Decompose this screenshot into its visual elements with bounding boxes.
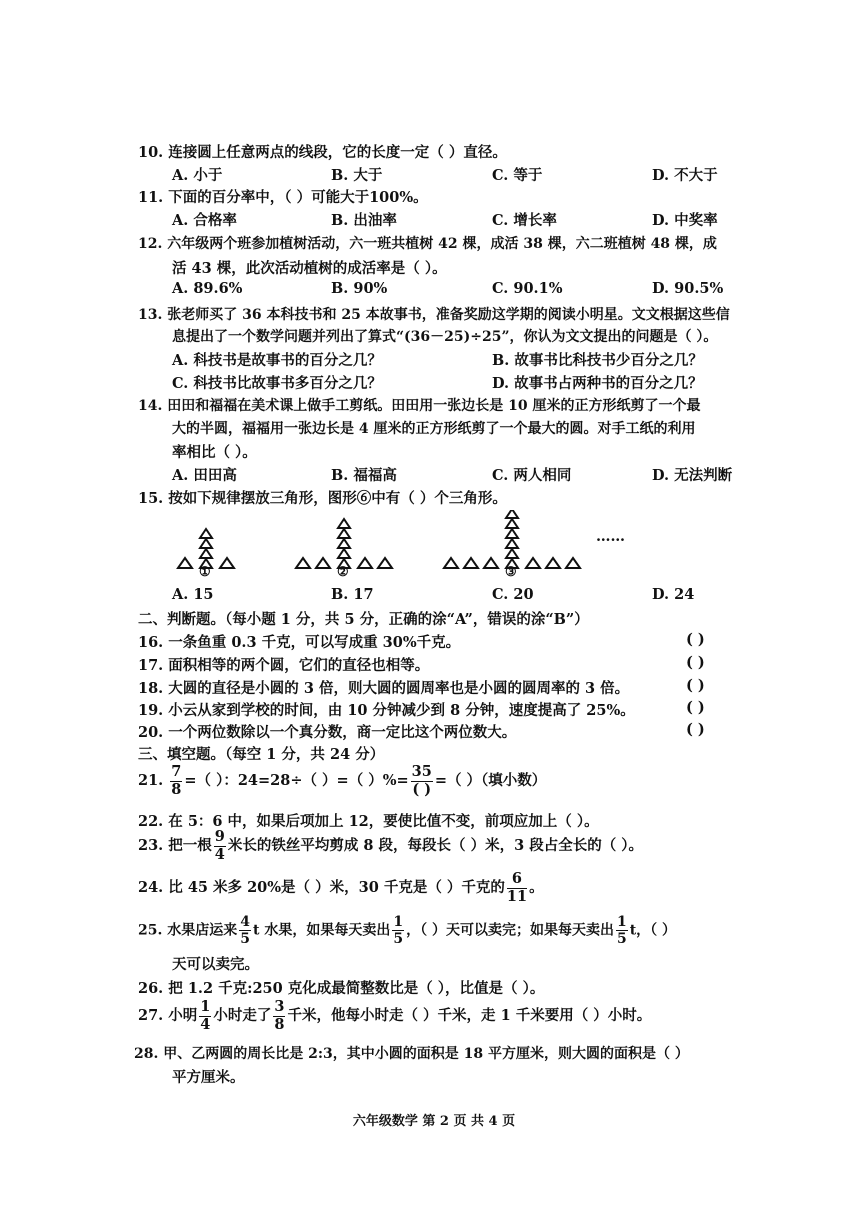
fraction-1-5-b: $\frac{1}{5}$	[616, 914, 627, 947]
question-10: 10. 连接圆上任意两点的线段，它的长度一定（ ）直径。	[138, 144, 507, 161]
figure-ellipsis: ……	[596, 528, 625, 545]
judge-bracket-18: ( )	[686, 677, 705, 694]
judge-item-18: 18. 大圆的直径是小圆的 3 倍，则大圆的圆周率也是小圆的圆周率的 3 倍。	[138, 680, 630, 697]
q13-option-d: D. 故事书占两种书的百分之几？	[492, 375, 703, 392]
q11-option-b: B. 出油率	[331, 212, 397, 229]
figure-label-2: ②	[337, 565, 349, 580]
judge-item-16: 16. 一条鱼重 0.3 千克，可以写成重 30%千克。	[138, 634, 461, 651]
fill-question-26: 26. 把 1.2 千克:250 克化成最简整数比是（ ），比值是（ ）。	[138, 980, 545, 997]
figure-label-1: ①	[199, 565, 211, 580]
fill-question-27: 27. 小明 $\frac{1}{4}$ 小时走了 $\frac{3}{8}$ 千米，他每小时走（ ）千米，走 1 千米要用（ ）小时。	[138, 998, 652, 1033]
judge-item-20: 20. 一个两位数除以一个真分数，商一定比这个两位数大。	[138, 724, 517, 741]
judge-bracket-16: ( )	[686, 631, 705, 648]
fraction-7-8: $\frac{7}{8}$	[171, 763, 182, 798]
q15-option-c: C. 20	[492, 586, 534, 603]
fill-question-23: 23. 把一根 $\frac{9}{4}$ 米长的铁丝平均剪成 8 段，每段长（ ）米，3 段占全长的（ ）。	[138, 828, 644, 863]
question-11: 11. 下面的百分率中，（ ）可能大于100%。	[138, 189, 428, 206]
fraction-1-4: $\frac{1}{4}$	[200, 998, 211, 1033]
q12-option-a: A. 89.6%	[172, 280, 243, 297]
question-13-line2: 息提出了一个数学问题并列出了算式“(36－25)÷25”，你认为文文提出的问题是（ ）。	[172, 329, 718, 345]
q10-option-c: C. 等于	[492, 167, 543, 184]
q14-option-d: D. 无法判断	[652, 467, 733, 484]
fill-question-25: 25. 水果店运来 $\frac{4}{5}$ t 水果，如果每天卖出 $\frac{1}{5}$ ，（ ）天可以卖完；如果每天卖出 $\frac{1}{5}$ t，（ ）	[138, 914, 677, 947]
fill-question-21: 21. $\frac{7}{8}$ =（ ）：24=28÷（ ）=（ ）%= $\frac{35}{( )}$ =（ ）（填小数）	[138, 763, 547, 798]
q12-option-d: D. 90.5%	[652, 280, 724, 297]
question-14-line2: 大的半圆，福福用一张边长是 4 厘米的正方形纸剪了一个最大的圆。对手工纸的利用	[172, 421, 696, 437]
triangle-figure-1	[178, 529, 234, 568]
question-14-line1: 14. 田田和福福在美术课上做手工剪纸。田田用一张边长是 10 厘米的正方形纸剪了一个最	[138, 398, 701, 414]
judge-bracket-20: ( )	[686, 721, 705, 738]
q15-option-d: D. 24	[652, 586, 695, 603]
q15-option-a: A. 15	[172, 586, 214, 603]
fill-question-22: 22. 在 5：6 中，如果后项加上 12，要使比值不变，前项应加上（ ）。	[138, 813, 599, 830]
triangle-pattern-figures	[170, 510, 630, 585]
fill-question-24: 24. 比 45 米多 20%是（ ）米，30 千克是（ ）千克的 $\frac{6}{11}$ 。	[138, 870, 544, 905]
fill-question-28-line1: 28. 甲、乙两圆的周长比是 2:3，其中小圆的面积是 18 平方厘米，则大圆的面积是（ ）	[134, 1046, 689, 1062]
fraction-35-blank: $\frac{35}{( )}$	[411, 763, 432, 798]
q14-option-c: C. 两人相同	[492, 467, 572, 484]
page-footer: 六年级数学 第 2 页 共 4 页	[352, 1114, 516, 1129]
q10-option-d: D. 不大于	[652, 167, 718, 184]
q14-option-a: A. 田田高	[172, 467, 237, 484]
q13-option-a: A. 科技书是故事书的百分之几？	[172, 352, 382, 369]
q10-option-a: A. 小于	[172, 167, 223, 184]
section-2-title: 二、判断题。（每小题 1 分，共 5 分，正确的涂“A”，错误的涂“B”）	[138, 611, 589, 628]
fill-question-25-line2: 天可以卖完。	[172, 956, 259, 973]
fraction-1-5-a: $\frac{1}{5}$	[393, 914, 404, 947]
q11-option-a: A. 合格率	[172, 212, 237, 229]
section-3-title: 三、填空题。（每空 1 分，共 24 分）	[138, 746, 385, 763]
fill-question-28-line2: 平方厘米。	[172, 1069, 245, 1086]
judge-item-17: 17. 面积相等的两个圆，它们的直径也相等。	[138, 657, 430, 674]
q11-option-d: D. 中奖率	[652, 212, 718, 229]
fraction-3-8: $\frac{3}{8}$	[274, 998, 285, 1033]
judge-bracket-17: ( )	[686, 654, 705, 671]
question-13-line1: 13. 张老师买了 36 本科技书和 25 本故事书，准备奖励这学期的阅读小明星。文文根据这些信	[138, 307, 730, 323]
q10-option-b: B. 大于	[331, 167, 383, 184]
triangle-figure-2	[296, 519, 392, 568]
q13-option-b: B. 故事书比科技书少百分之几？	[492, 352, 703, 369]
q14-option-b: B. 福福高	[331, 467, 397, 484]
q13-option-c: C. 科技书比故事书多百分之几？	[172, 375, 382, 392]
fraction-9-4: $\frac{9}{4}$	[214, 828, 225, 863]
q12-option-c: C. 90.1%	[492, 280, 563, 297]
q15-option-b: B. 17	[331, 586, 374, 603]
q11-option-c: C. 增长率	[492, 212, 557, 229]
judge-bracket-19: ( )	[686, 699, 705, 716]
fraction-6-11: $\frac{6}{11}$	[506, 870, 528, 905]
question-12-line1: 12. 六年级两个班参加植树活动，六一班共植树 42 棵，成活 38 棵，六二班植树 48 棵，成	[138, 236, 717, 252]
triangle-figure-3	[444, 510, 580, 568]
figure-label-3: ③	[505, 565, 517, 580]
judge-item-19: 19. 小云从家到学校的时间，由 10 分钟减少到 8 分钟，速度提高了 25%。	[138, 702, 635, 719]
question-14-line3: 率相比（ ）。	[172, 444, 257, 461]
question-12-line2: 活 43 棵，此次活动植树的成活率是（ ）。	[172, 260, 447, 277]
fraction-4-5: $\frac{4}{5}$	[240, 914, 250, 947]
q12-option-b: B. 90%	[331, 280, 388, 297]
question-15: 15. 按如下规律摆放三角形，图形⑥中有（ ）个三角形。	[138, 490, 507, 507]
